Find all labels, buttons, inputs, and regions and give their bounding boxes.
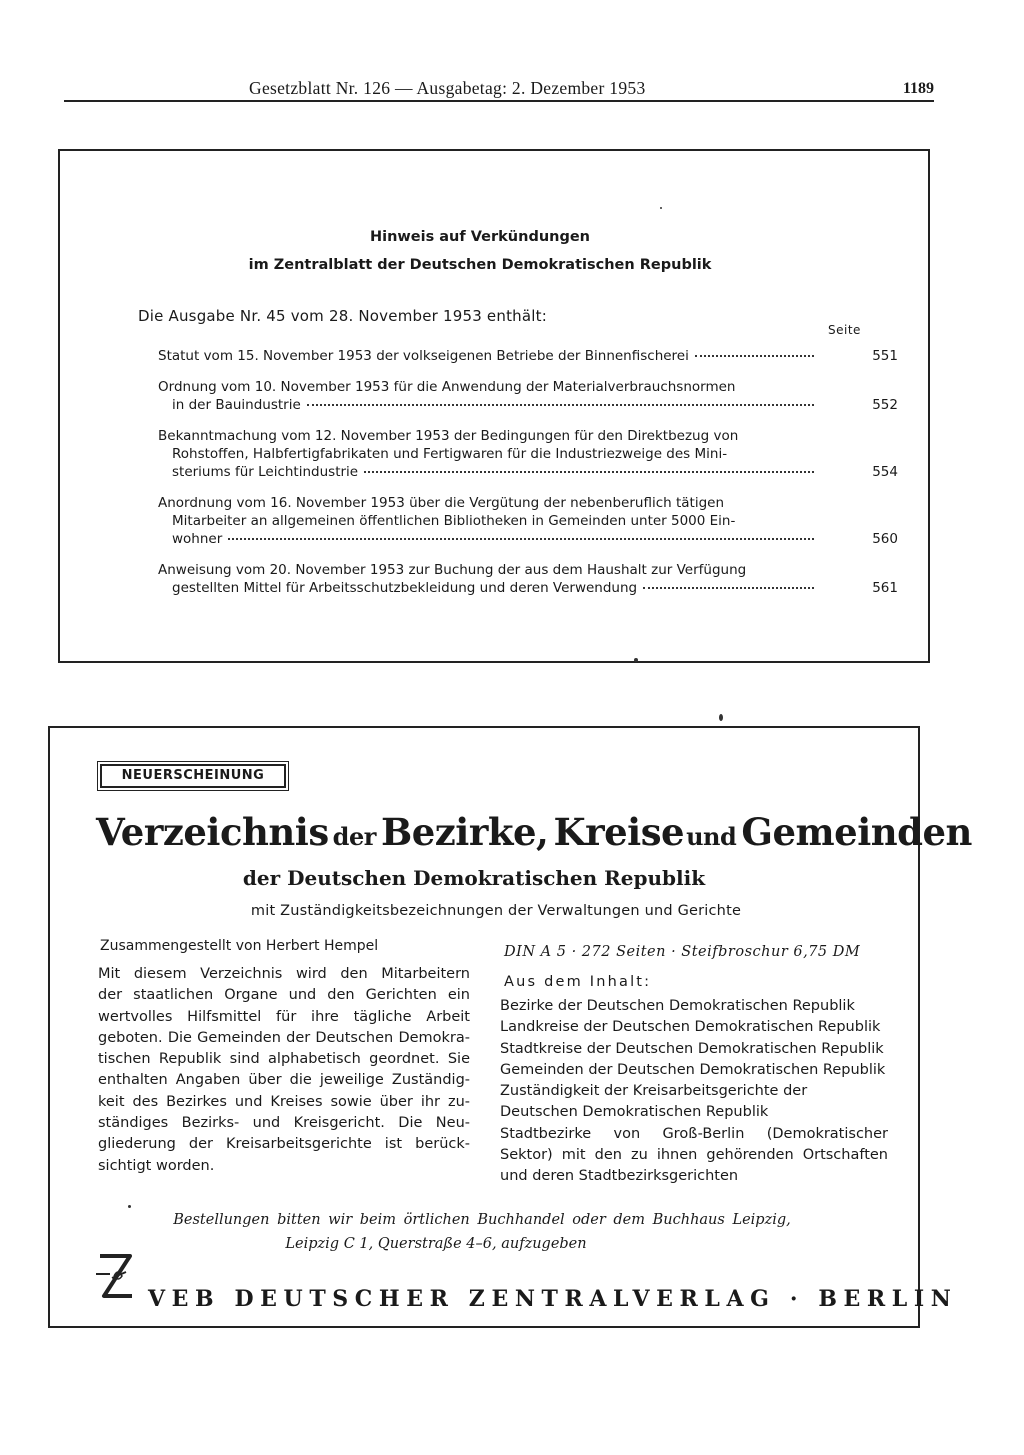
description-line: ständiges Bezirks- und Kreisgericht. Die Neu- xyxy=(98,1115,470,1132)
scan-speck xyxy=(719,714,723,721)
advert-box xyxy=(48,726,972,1328)
notice-subtitle: im Zentralblatt der Deutschen Demokratischen Republik xyxy=(248,257,712,273)
contents-item: Landkreise der Deutschen Demokratischen Republik xyxy=(500,1019,881,1036)
description-line: gliederung der Kreisarbeitsgerichte ist berück- xyxy=(98,1136,470,1153)
publisher-logo-icon xyxy=(92,1250,136,1302)
contents-heading: Aus dem Inhalt: xyxy=(504,974,652,990)
page-header xyxy=(64,74,934,102)
contents-item: Stadtkreise der Deutschen Demokratischen Republik xyxy=(500,1040,884,1057)
description-line: tischen Republik sind alphabetisch geordnet. Sie xyxy=(98,1051,470,1068)
description-line: sichtigt worden. xyxy=(98,1157,215,1174)
title-part: der xyxy=(332,822,376,851)
entry-text-line: Rohstoffen, Halbfertigfabrikaten und Fertigwaren für die Industriezweige des Mini- xyxy=(172,446,728,462)
entry-text-line: Statut vom 15. November 1953 der volkseigenen Betriebe der Binnenfischerei xyxy=(158,348,689,364)
title-part: Verzeichnis xyxy=(96,810,329,854)
header-rule xyxy=(64,100,934,102)
notice-entry xyxy=(158,561,898,597)
header-text: Gesetzblatt Nr. 126 — Ausgabetag: 2. Dezember 1953 xyxy=(249,78,646,98)
notice-box xyxy=(58,149,930,663)
notice-entry xyxy=(158,427,898,481)
contents-item: Sektor) mit den zu ihnen gehörenden Ortschaften xyxy=(500,1147,888,1164)
title-part: Bezirke, xyxy=(380,810,549,854)
contents-item: Bezirke der Deutschen Demokratischen Republik xyxy=(500,998,855,1014)
description-line: keit des Bezirkes und Kreises sowie über ihr zu- xyxy=(98,1093,470,1110)
publisher-name: VEB DEUTSCHER ZENTRALVERLAG · BERLIN xyxy=(148,1286,958,1312)
entry-text-line: Mitarbeiter an allgemeinen öffentlichen Bibliotheken in Gemeinden unter 5000 Ein- xyxy=(172,513,736,529)
entry-page-number: 561 xyxy=(872,580,898,596)
book-subtitle-2: mit Zuständigkeitsbezeichnungen der Verwaltungen und Gerichte xyxy=(250,903,742,919)
entry-text-line: Anordnung vom 16. November 1953 über die Vergütung der nebenberuflich tätigen xyxy=(158,495,725,511)
entry-text-line: gestellten Mittel für Arbeitsschutzbekleidung und deren Verwendung xyxy=(172,580,638,596)
leader-dots xyxy=(364,470,814,473)
leader-dots xyxy=(695,354,814,357)
notice-title: Hinweis auf Verkündungen xyxy=(369,229,591,245)
title-part: Gemeinden xyxy=(741,810,972,854)
book-description xyxy=(98,964,470,1177)
entry-text-line: steriums für Leichtindustrie xyxy=(172,464,359,480)
entry-text-line: Ordnung vom 10. November 1953 für die Anwendung der Materialverbrauchsnormen xyxy=(158,379,736,395)
issue-text: Die Ausgabe Nr. 45 vom 28. November 1953 enthält: xyxy=(138,307,547,325)
scan-speck xyxy=(634,658,638,662)
contents-list xyxy=(500,996,888,1188)
contents-item: Deutschen Demokratischen Republik xyxy=(500,1104,769,1121)
entry-page-number: 560 xyxy=(872,531,898,547)
leader-dots xyxy=(643,586,814,589)
entry-text-line: in der Bauindustrie xyxy=(172,397,301,413)
contents-item: Zuständigkeit der Kreisarbeitsgerichte der xyxy=(500,1083,808,1100)
title-part: Kreise xyxy=(553,810,685,854)
leader-dots xyxy=(307,403,814,406)
book-subtitle: der Deutschen Demokratischen Republik xyxy=(242,866,706,890)
contents-item: und deren Stadtbezirksgerichten xyxy=(500,1168,739,1185)
entry-text-line: Anweisung vom 20. November 1953 zur Buchung der aus dem Haushalt zur Verfügung xyxy=(158,562,747,578)
notice-entry xyxy=(158,347,898,365)
compiled-by: Zusammengestellt von Herbert Hempel xyxy=(100,938,379,954)
contents-item: Stadtbezirke von Groß-Berlin (Demokratischer xyxy=(500,1125,888,1142)
page-number: 1189 xyxy=(902,80,934,97)
description-line: enthalten Angaben über die jeweilige Zuständig- xyxy=(98,1072,470,1089)
entry-page-number: 554 xyxy=(872,464,898,480)
scan-speck xyxy=(128,1205,131,1208)
entry-page-number: 552 xyxy=(872,397,898,413)
new-release-badge: NEUERSCHEINUNG xyxy=(100,764,286,788)
notice-entry xyxy=(158,494,898,548)
description-line: der staatlichen Organe und den Gerichten ein xyxy=(98,987,470,1004)
leader-dots xyxy=(228,537,814,540)
book-title xyxy=(96,810,972,854)
order-info-line1: Bestellungen bitten wir beim örtlichen Buchhandel oder dem Buchhaus Leipzig, xyxy=(173,1212,791,1228)
entry-text-line: Bekanntmachung vom 12. November 1953 der Bedingungen für den Direktbezug von xyxy=(158,428,739,444)
notice-entry xyxy=(158,378,898,414)
notice-entries xyxy=(158,347,898,610)
description-line: Mit diesem Verzeichnis wird den Mitarbeitern xyxy=(98,966,470,982)
order-info-line2: Leipzig C 1, Querstraße 4–6, aufzugeben xyxy=(285,1236,587,1252)
description-line: geboten. Die Gemeinden der Deutschen Demokra- xyxy=(98,1029,470,1046)
entry-text-line: wohner xyxy=(172,531,223,547)
title-part: und xyxy=(686,822,737,851)
entry-page-number: 551 xyxy=(872,348,898,364)
description-line: wertvolles Hilfsmittel für ihre tägliche Arbeit xyxy=(98,1008,470,1025)
page-column-label: Seite xyxy=(828,323,861,337)
scan-speck xyxy=(660,207,662,209)
contents-item: Gemeinden der Deutschen Demokratischen Republik xyxy=(500,1061,886,1078)
book-specs: DIN A 5 · 272 Seiten · Steifbroschur 6,75 DM xyxy=(504,944,861,960)
